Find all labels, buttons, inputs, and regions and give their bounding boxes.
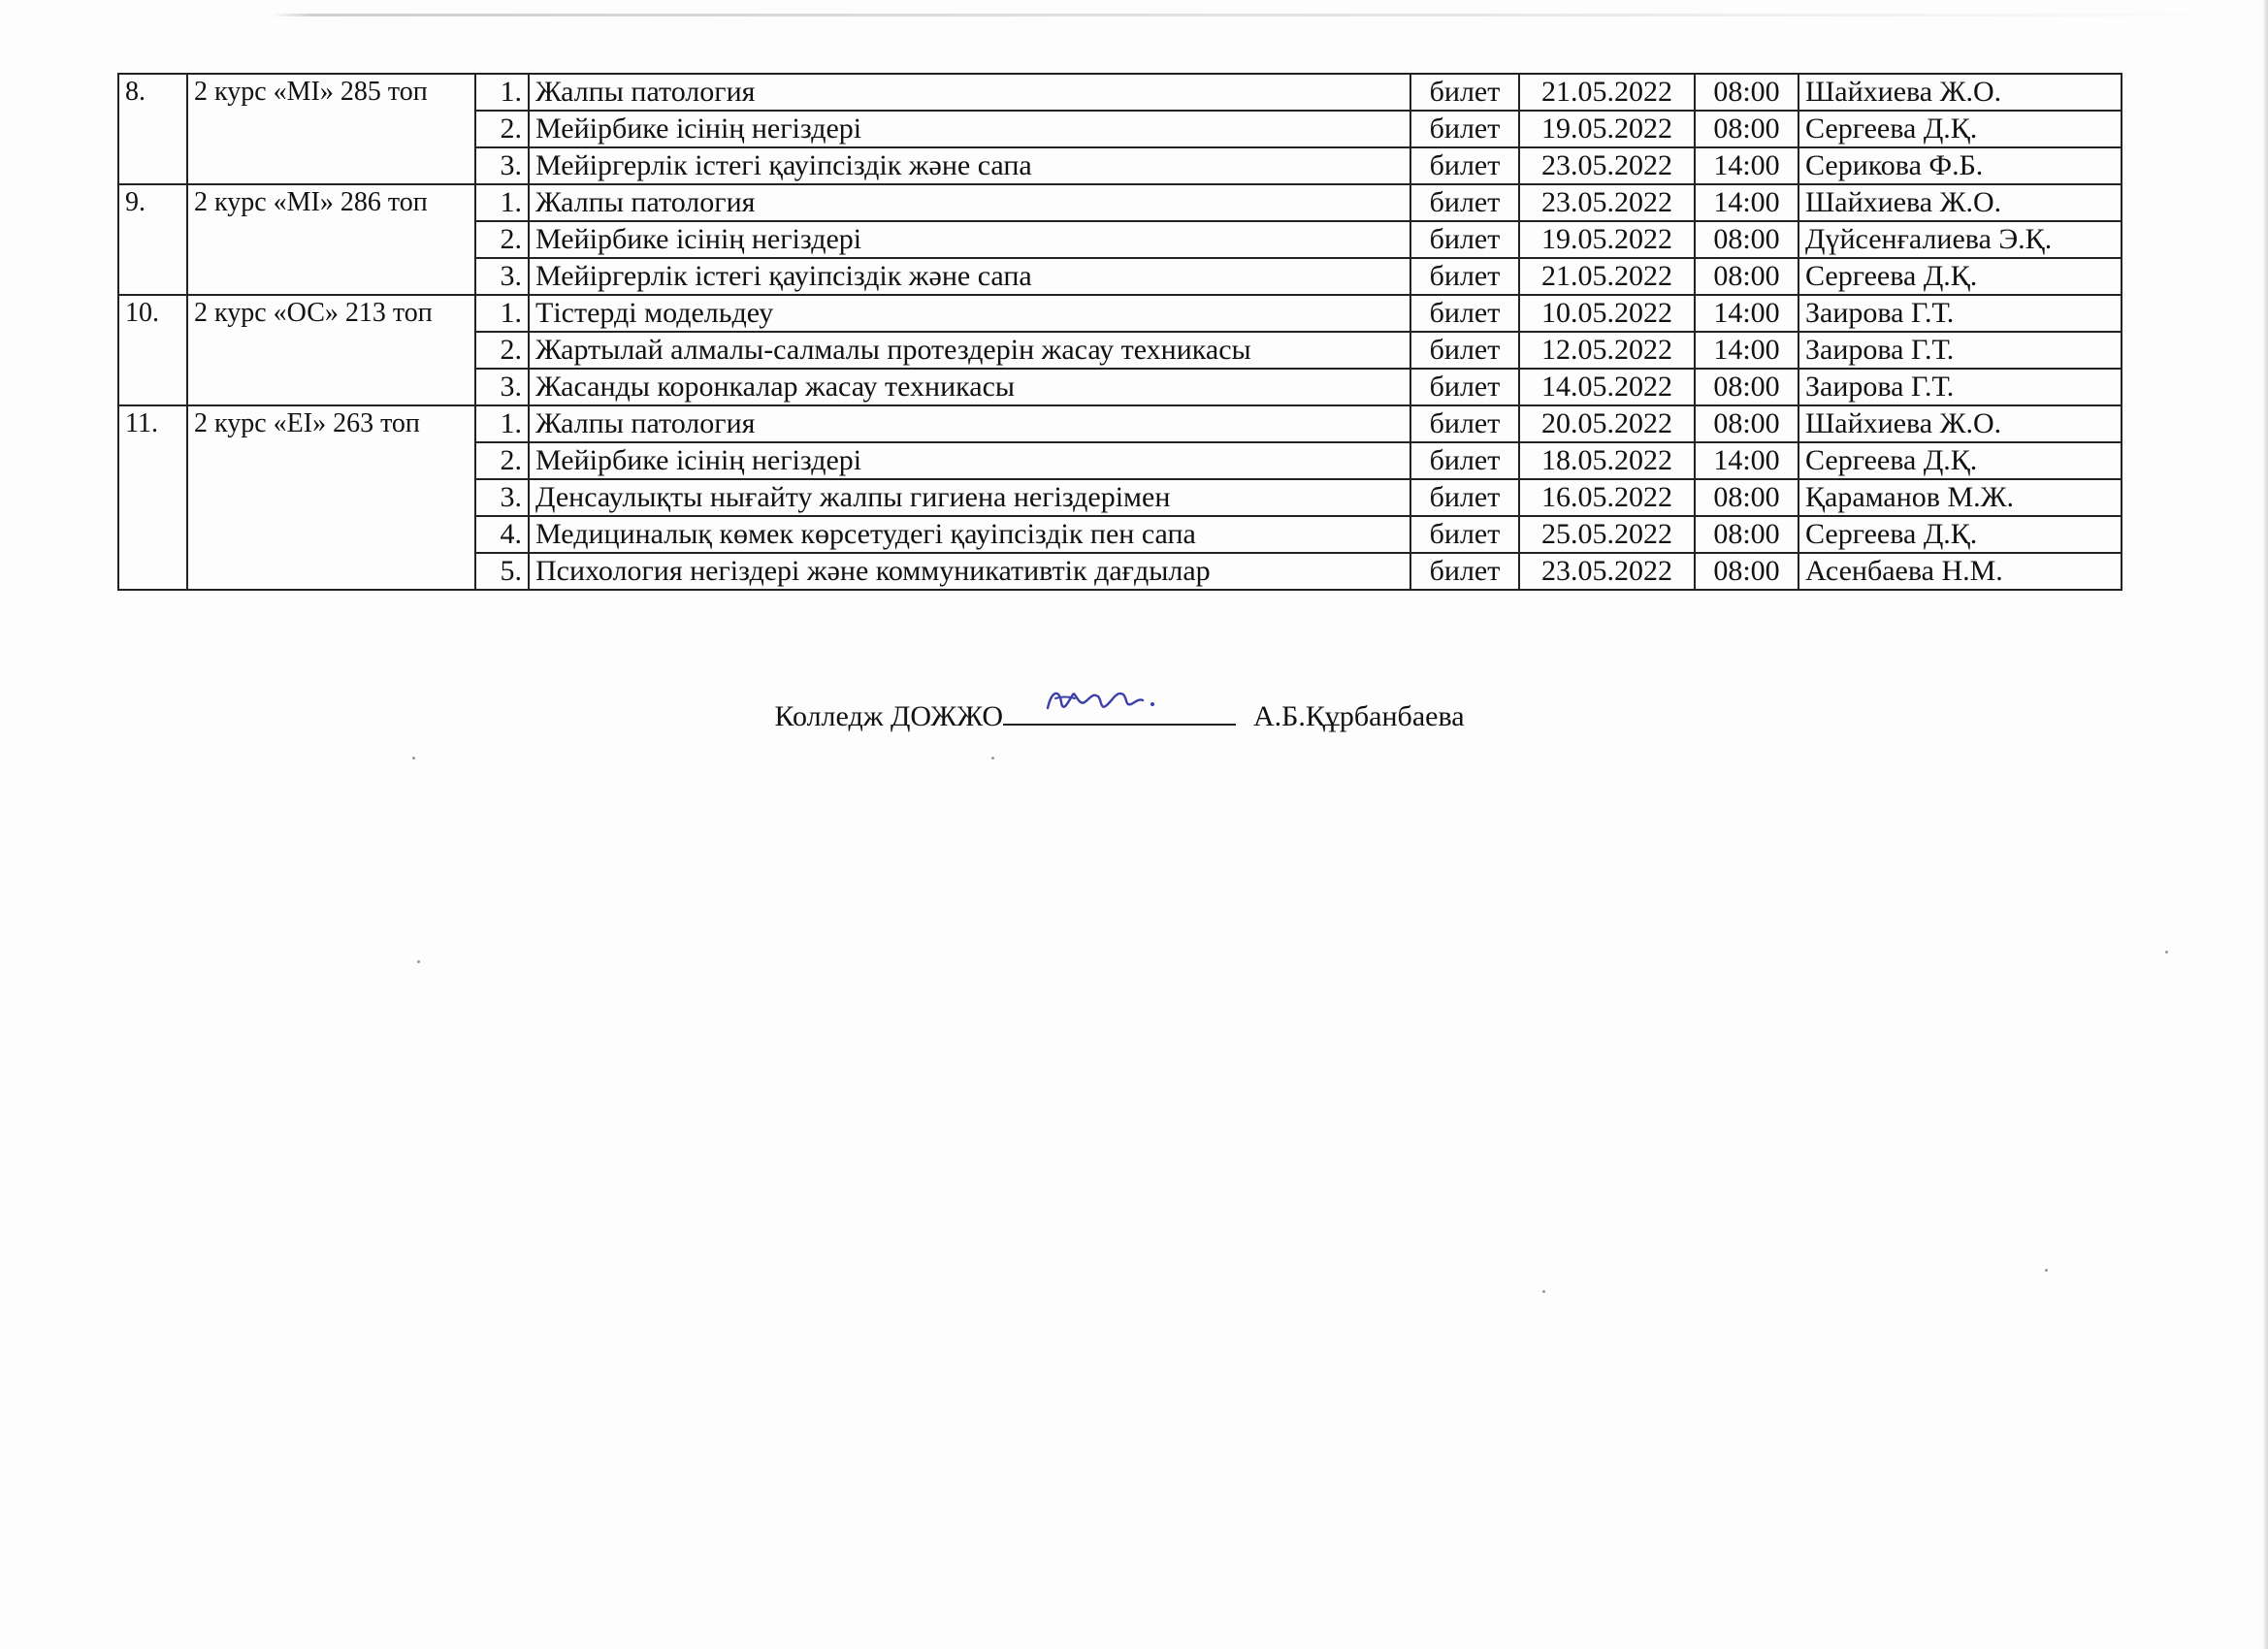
- scan-edge-shadow: [272, 14, 2251, 16]
- subject-name: Мейірбике ісінің негіздері: [529, 111, 1410, 147]
- subject-name: Медициналық көмек көрсетудегі қауіпсіздік пен сапа: [529, 516, 1410, 553]
- exam-type: билет: [1410, 442, 1519, 479]
- exam-time: 14:00: [1695, 332, 1798, 369]
- subject-name: Мейірбике ісінің негіздері: [529, 221, 1410, 258]
- exam-date: 21.05.2022: [1519, 258, 1695, 295]
- subject-name: Мейіргерлік істегі қауіпсіздік және сапа: [529, 258, 1410, 295]
- subject-number: 1.: [475, 295, 529, 332]
- teacher-name: Шайхиева Ж.О.: [1798, 405, 2122, 442]
- exam-date: 19.05.2022: [1519, 221, 1695, 258]
- scan-speck: [2165, 951, 2168, 954]
- exam-type: билет: [1410, 184, 1519, 221]
- exam-date: 10.05.2022: [1519, 295, 1695, 332]
- scan-speck: [2045, 1269, 2048, 1272]
- exam-time: 08:00: [1695, 369, 1798, 405]
- teacher-name: Сергеева Д.Қ.: [1798, 442, 2122, 479]
- exam-date: 23.05.2022: [1519, 184, 1695, 221]
- exam-time: 08:00: [1695, 405, 1798, 442]
- exam-date: 25.05.2022: [1519, 516, 1695, 553]
- teacher-name: Шайхиева Ж.О.: [1798, 74, 2122, 111]
- subject-name: Жалпы патология: [529, 184, 1410, 221]
- teacher-name: Заирова Г.Т.: [1798, 332, 2122, 369]
- table-row: [118, 405, 2122, 442]
- subject-number: 2.: [475, 442, 529, 479]
- exam-date: 16.05.2022: [1519, 479, 1695, 516]
- group-number: 11.: [118, 405, 187, 590]
- subject-name: Психология негіздері және коммуникативтік дағдылар: [529, 553, 1410, 590]
- exam-date: 19.05.2022: [1519, 111, 1695, 147]
- subject-number: 2.: [475, 111, 529, 147]
- exam-type: билет: [1410, 516, 1519, 553]
- teacher-name: Сергеева Д.Қ.: [1798, 516, 2122, 553]
- exam-date: 21.05.2022: [1519, 74, 1695, 111]
- subject-name: Жасанды коронкалар жасау техникасы: [529, 369, 1410, 405]
- table-row: [118, 184, 2122, 221]
- group-name: 2 курс «MI» 285 топ: [187, 74, 475, 184]
- exam-type: билет: [1410, 553, 1519, 590]
- exam-time: 08:00: [1695, 111, 1798, 147]
- group-number: 8.: [118, 74, 187, 184]
- exam-date: 12.05.2022: [1519, 332, 1695, 369]
- handwritten-signature: [1042, 681, 1168, 720]
- table-row: [118, 295, 2122, 332]
- subject-name: Жалпы патология: [529, 405, 1410, 442]
- exam-date: 14.05.2022: [1519, 369, 1695, 405]
- exam-type: билет: [1410, 405, 1519, 442]
- scan-speck: [1542, 1290, 1545, 1293]
- teacher-name: Заирова Г.Т.: [1798, 369, 2122, 405]
- group-name: 2 курс «ЕІ» 263 топ: [187, 405, 475, 590]
- signature-block: [0, 696, 2268, 733]
- footer-name: А.Б.Құрбанбаева: [1253, 700, 1465, 732]
- group-number: 10.: [118, 295, 187, 405]
- teacher-name: Сергеева Д.Қ.: [1798, 111, 2122, 147]
- group-name: 2 курс «MI» 286 топ: [187, 184, 475, 295]
- subject-name: Денсаулықты нығайту жалпы гигиена негіздерімен: [529, 479, 1410, 516]
- subject-name: Жартылай алмалы-салмалы протездерін жасау техникасы: [529, 332, 1410, 369]
- exam-type: билет: [1410, 258, 1519, 295]
- exam-time: 08:00: [1695, 516, 1798, 553]
- exam-time: 14:00: [1695, 295, 1798, 332]
- exam-date: 23.05.2022: [1519, 553, 1695, 590]
- exam-date: 18.05.2022: [1519, 442, 1695, 479]
- subject-number: 3.: [475, 147, 529, 184]
- exam-time: 08:00: [1695, 74, 1798, 111]
- exam-type: билет: [1410, 147, 1519, 184]
- exam-type: билет: [1410, 221, 1519, 258]
- exam-time: 14:00: [1695, 184, 1798, 221]
- scan-right-edge: [2262, 0, 2268, 1649]
- exam-date: 20.05.2022: [1519, 405, 1695, 442]
- subject-number: 3.: [475, 479, 529, 516]
- exam-type: билет: [1410, 332, 1519, 369]
- subject-number: 3.: [475, 369, 529, 405]
- exam-time: 14:00: [1695, 147, 1798, 184]
- scan-speck: [412, 757, 415, 760]
- exam-type: билет: [1410, 295, 1519, 332]
- teacher-name: Асенбаева Н.М.: [1798, 553, 2122, 590]
- subject-number: 1.: [475, 184, 529, 221]
- schedule-body: [118, 74, 2122, 590]
- exam-type: билет: [1410, 369, 1519, 405]
- subject-name: Тістерді модельдеу: [529, 295, 1410, 332]
- teacher-name: Серикова Ф.Б.: [1798, 147, 2122, 184]
- teacher-name: Сергеева Д.Қ.: [1798, 258, 2122, 295]
- teacher-name: Қараманов М.Ж.: [1798, 479, 2122, 516]
- footer-label: Колледж ДОЖЖО: [774, 700, 1004, 732]
- exam-time: 08:00: [1695, 258, 1798, 295]
- subject-number: 4.: [475, 516, 529, 553]
- teacher-name: Дүйсенғалиева Э.Қ.: [1798, 221, 2122, 258]
- exam-type: билет: [1410, 111, 1519, 147]
- signature-field: [1003, 696, 1236, 726]
- group-name: 2 курс «ОС» 213 топ: [187, 295, 475, 405]
- scan-speck: [991, 757, 994, 760]
- subject-number: 3.: [475, 258, 529, 295]
- subject-name: Мейіргерлік істегі қауіпсіздік және сапа: [529, 147, 1410, 184]
- scan-speck: [417, 960, 420, 963]
- teacher-name: Шайхиева Ж.О.: [1798, 184, 2122, 221]
- subject-number: 2.: [475, 221, 529, 258]
- subject-number: 1.: [475, 74, 529, 111]
- subject-number: 1.: [475, 405, 529, 442]
- subject-number: 5.: [475, 553, 529, 590]
- exam-type: билет: [1410, 479, 1519, 516]
- exam-time: 14:00: [1695, 442, 1798, 479]
- exam-time: 08:00: [1695, 479, 1798, 516]
- group-number: 9.: [118, 184, 187, 295]
- exam-schedule-table: [117, 73, 2122, 591]
- teacher-name: Заирова Г.Т.: [1798, 295, 2122, 332]
- subject-number: 2.: [475, 332, 529, 369]
- subject-name: Жалпы патология: [529, 74, 1410, 111]
- exam-time: 08:00: [1695, 553, 1798, 590]
- subject-name: Мейірбике ісінің негіздері: [529, 442, 1410, 479]
- table-row: [118, 74, 2122, 111]
- exam-time: 08:00: [1695, 221, 1798, 258]
- exam-date: 23.05.2022: [1519, 147, 1695, 184]
- exam-type: билет: [1410, 74, 1519, 111]
